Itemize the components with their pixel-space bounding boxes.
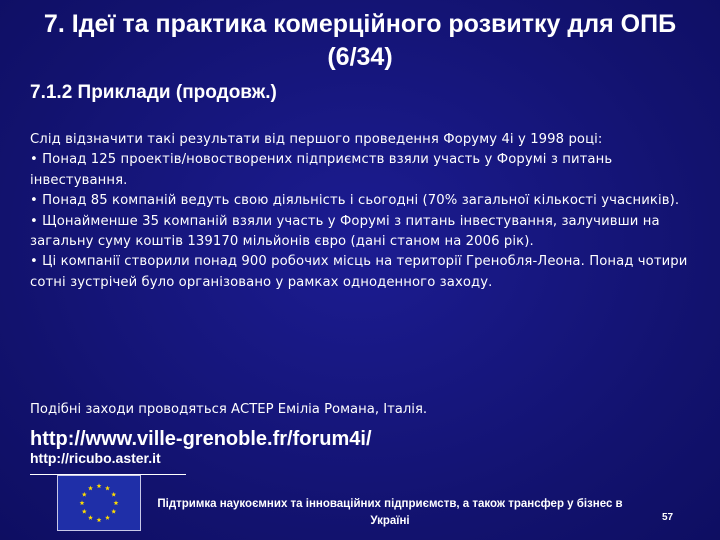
forum-link[interactable]: http://www.ville-grenoble.fr/forum4i/ [30,428,372,450]
footer-text: Підтримка наукоємних та інноваційних підприємств, а також трансфер у бізнес в Україні [157,498,623,527]
ricubo-link[interactable]: http://ricubo.aster.it [30,450,161,466]
body-text [30,130,702,293]
page-number: 57 [662,512,674,523]
bullet-item: • Ці компанії створили понад 900 робочих місць на території Гренобля-Леона. Понад чотири сотні зустрічей було організовано у рамках одноденного заходу. [30,254,688,290]
slide-subtitle: 7.1.2 Приклади (продовж.) [30,82,277,103]
eu-flag-icon [57,475,141,531]
bullet-item: • Понад 85 компаній ведуть свою діяльність і сьогодні (70% загальної кількості учасників). [30,193,680,209]
bullet-item: • Щонайменше 35 компаній взяли участь у Форумі з питань інвестування, залучивши на загальну суму коштів 139170 мільйонів євро (дані станом на 2006 рік). [30,213,660,250]
slide-title: 7. Ідеї та практика комерційного розвитку для ОПБ (6/34) [43,10,677,71]
bullet-item: • Понад 125 проектів/новостворених підприємств взяли участь у Форумі з питань інвестування. [30,152,613,188]
paragraph-intro: Слід відзначити такі результати від першого проведення Форуму 4і у 1998 році: [30,132,603,147]
closing-note: Подібні заходи проводяться АСТЕР Еміліа Романа, Італія. [30,402,428,417]
